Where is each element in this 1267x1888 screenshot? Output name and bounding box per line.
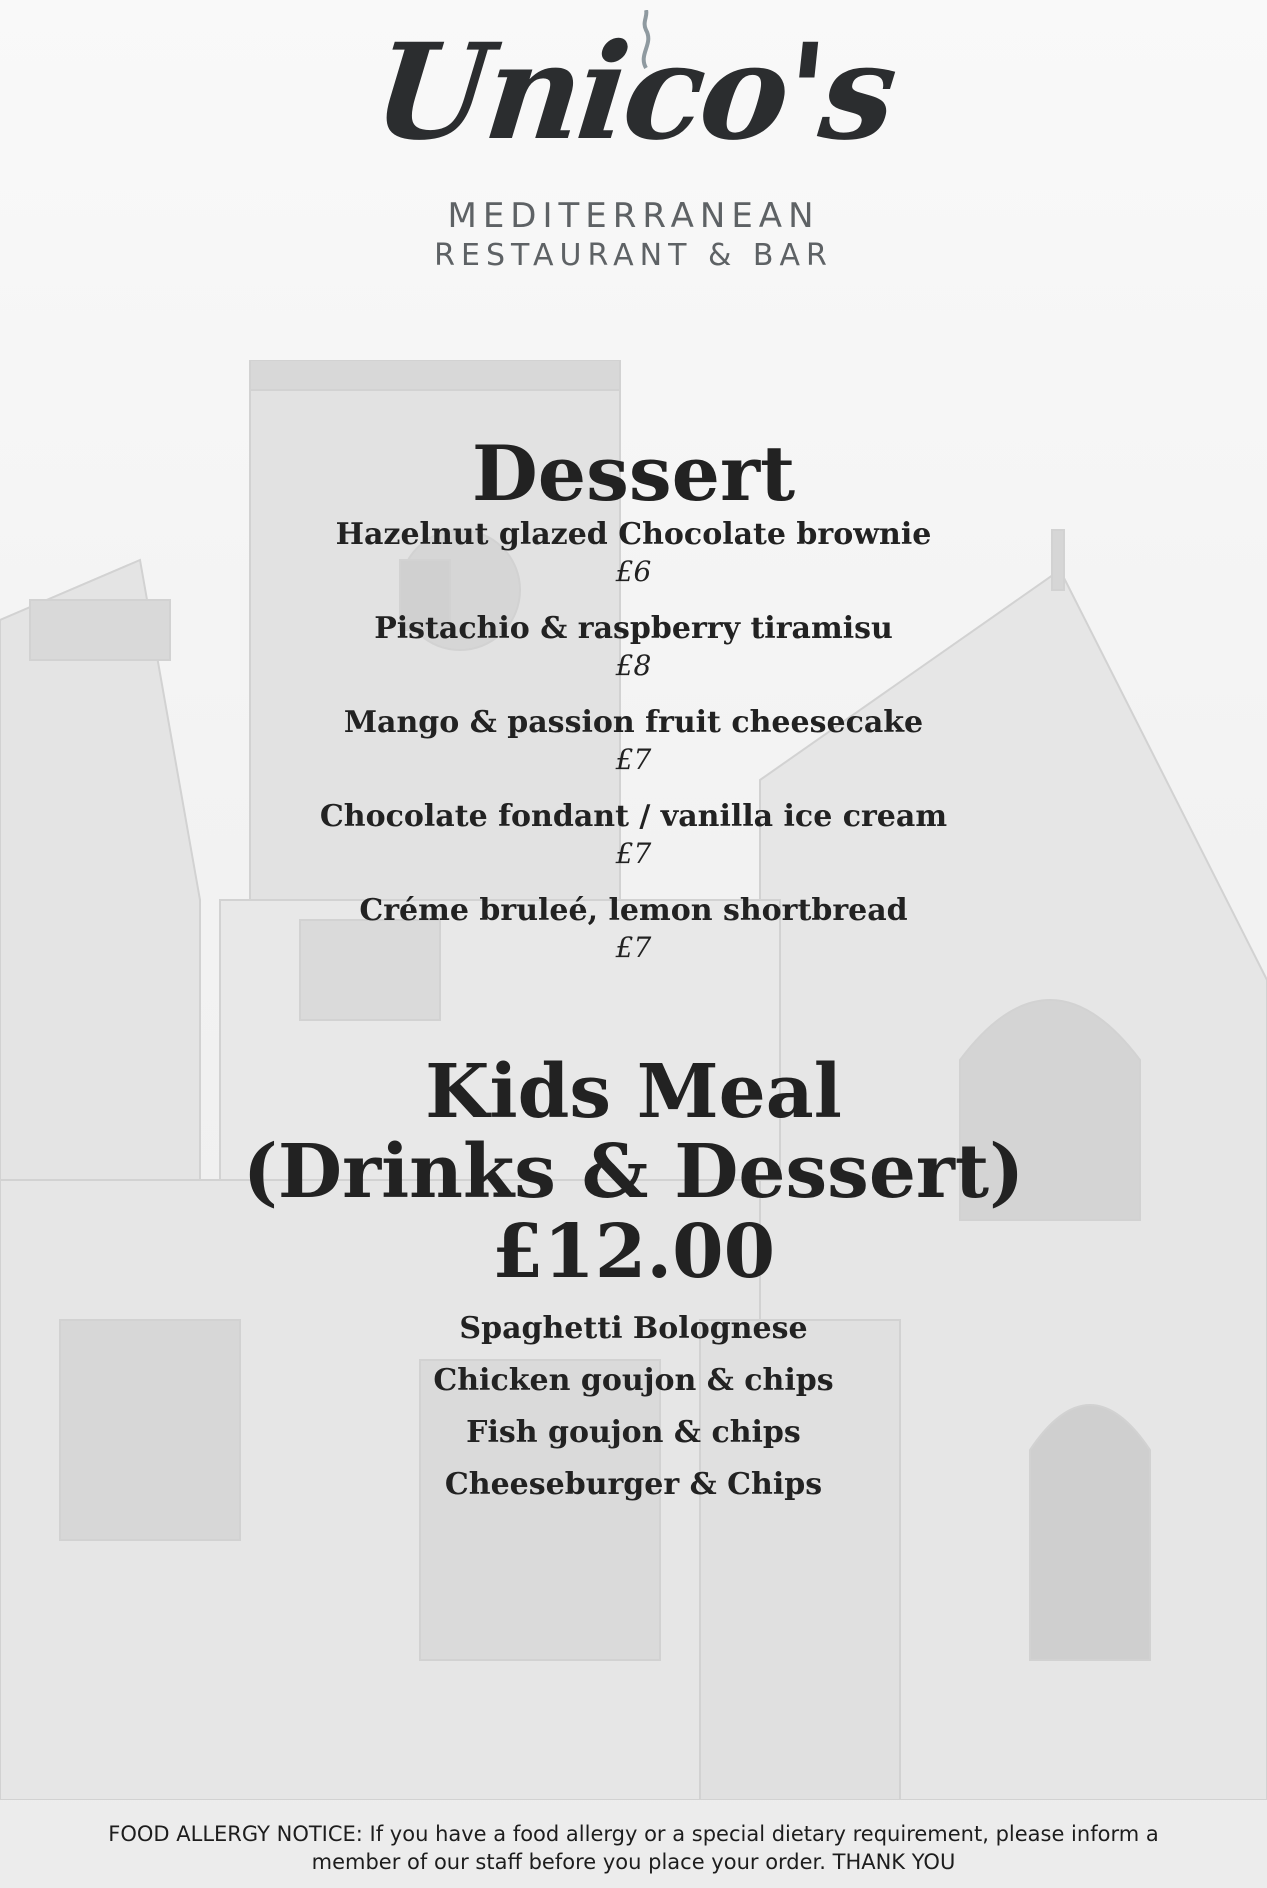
kids-meal-item: Cheeseburger & Chips [444,1467,823,1502]
logo-wordmark: Unico's [367,15,900,170]
dessert-item-name: Chocolate fondant / vanilla ice cream [319,799,948,834]
dessert-item [0,516,1267,590]
kids-meal-item: Chicken goujon & chips [433,1363,834,1398]
kids-meal-price: £12.00 [491,1209,776,1295]
dessert-item-price: £7 [615,837,652,870]
dessert-item-price: £8 [615,649,652,682]
dessert-item [0,798,1267,872]
dessert-item-name: Mango & passion fruit cheesecake [343,705,924,740]
dessert-item-price: £6 [615,555,652,588]
dessert-item [0,610,1267,684]
kids-meal-subtitle: (Drinks & Dessert) [242,1129,1025,1215]
kids-meal-item: Fish goujon & chips [466,1415,801,1450]
allergy-notice [40,1820,1227,1876]
dessert-item-name: Pistachio & raspberry tiramisu [374,611,893,646]
dessert-item-price: £7 [615,743,652,776]
kids-meal-title: Kids Meal [425,1049,842,1135]
dessert-title: Dessert [471,429,796,518]
dessert-item-name: Créme bruleé, lemon shortbread [359,893,908,928]
kids-meal-item: Spaghetti Bolognese [459,1311,808,1346]
kids-meal-section [0,1049,1267,1518]
restaurant-logo [0,0,1267,290]
dessert-item-name: Hazelnut glazed Chocolate brownie [335,517,932,552]
dessert-item [0,892,1267,966]
dessert-item-price: £7 [615,931,652,964]
dessert-section [0,429,1267,986]
allergy-notice-line1: FOOD ALLERGY NOTICE: If you have a food allergy or a special dietary requirement, please inform a [108,1822,1159,1846]
dessert-item [0,704,1267,778]
allergy-notice-line2: member of our staff before you place your order. THANK YOU [311,1850,956,1874]
logo-subtitle-line2: RESTAURANT & BAR [434,238,833,273]
logo-subtitle-line1: MEDITERRANEAN [447,196,820,236]
